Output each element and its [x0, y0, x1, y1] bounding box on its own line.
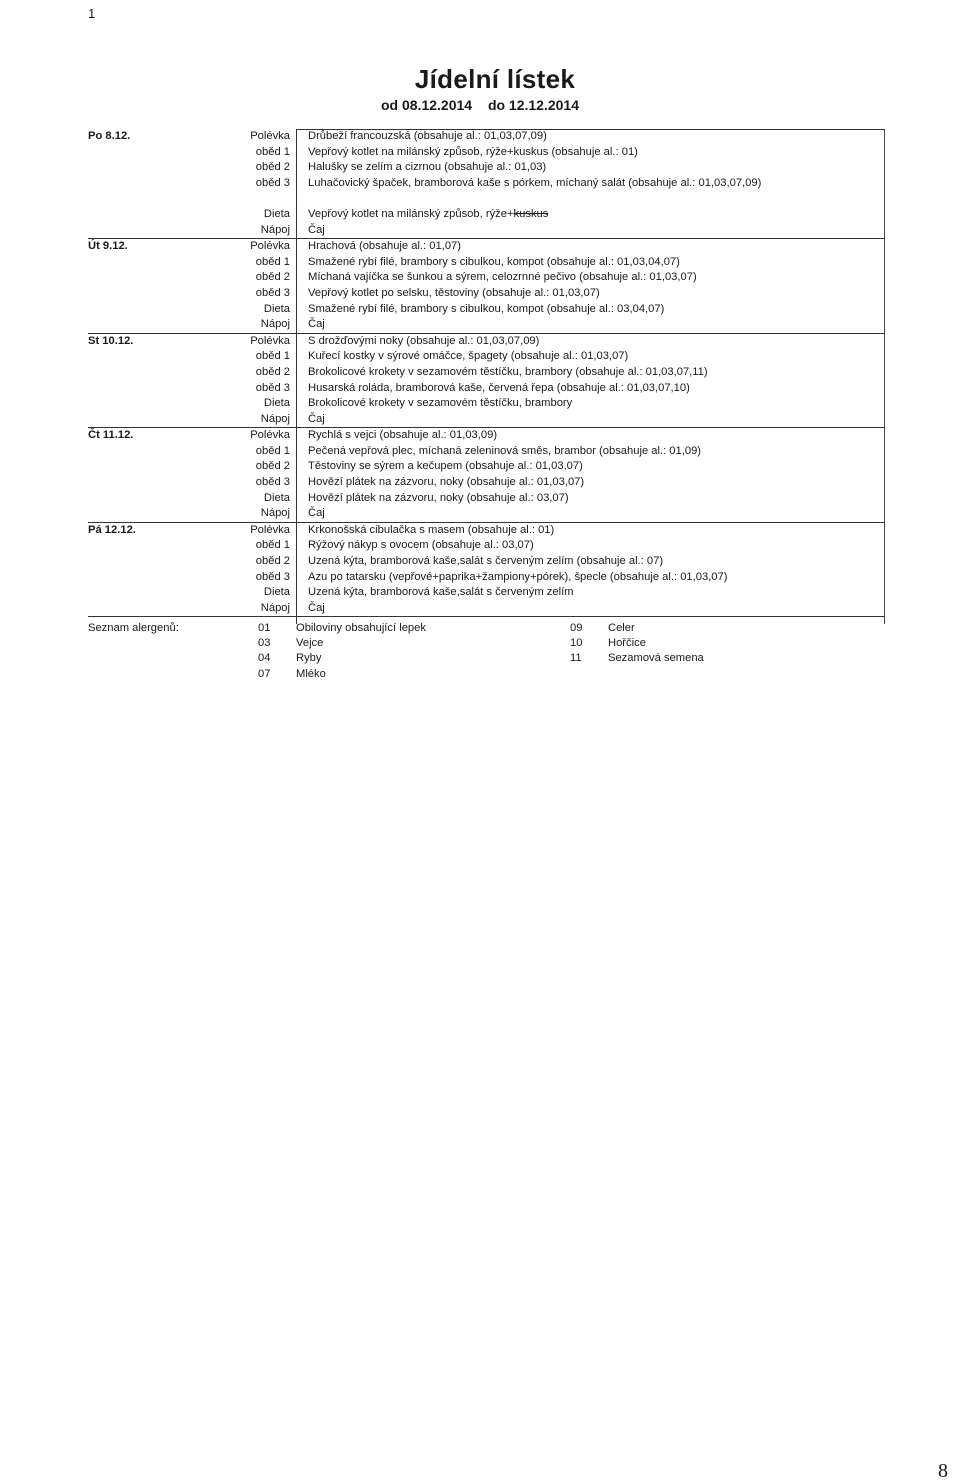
- page-number-bottom: 8: [938, 1460, 948, 1482]
- menu-period: [0, 97, 960, 113]
- menu-row: [88, 444, 885, 460]
- allergen-name: Ryby: [296, 652, 322, 665]
- dish-text: [308, 255, 883, 271]
- menu-row: [88, 317, 885, 333]
- dish-text: [308, 570, 883, 586]
- day-block: [88, 129, 885, 238]
- dish-name: Uzená kýta, bramborová kaše,salát s červeným zelím: [308, 586, 574, 599]
- allergen-code: 03: [258, 637, 271, 650]
- dish-name: Brokolicové krokety v sezamovém těstíčku, brambory: [308, 397, 573, 410]
- dish-name: Rýžový nákyp s ovocem (obsahuje al.: 03,07): [308, 539, 534, 552]
- course-label: Dieta: [263, 491, 290, 504]
- dish-name: Halušky se zelím a cizrnou (obsahuje al.: 01,03): [308, 161, 547, 174]
- course-label: oběd 1: [255, 539, 290, 552]
- dish-text: [308, 349, 883, 365]
- menu-row: [88, 286, 885, 302]
- allergen-name: Sezamová semena: [608, 652, 704, 665]
- menu-row: [88, 334, 885, 350]
- dish-name: Azu po tatarsku (vepřové+paprika+žampiony+pórek), špecle (obsahuje al.: 01,03,07): [308, 570, 728, 583]
- dish-name: Hrachová (obsahuje al.: 01,07): [308, 240, 461, 253]
- period-to: do 12.12.2014: [487, 97, 579, 113]
- course-label: oběd 2: [255, 271, 290, 284]
- dish-name: Čaj: [308, 318, 325, 331]
- menu-row: [88, 601, 885, 617]
- dish-name: Brokolicové krokety v sezamovém těstíčku, brambory (obsahuje al.: 01,03,07,11): [308, 365, 708, 378]
- allergen-name: Obiloviny obsahující lepek: [296, 622, 426, 634]
- menu-row: [88, 223, 885, 239]
- page-number-top: 1: [88, 6, 96, 21]
- allergen-item: [570, 651, 704, 666]
- course-label: oběd 2: [255, 161, 290, 174]
- dish-name: Čaj: [308, 601, 325, 614]
- allergen-code: 07: [258, 667, 271, 680]
- dish-text: [308, 286, 883, 302]
- course-label: oběd 3: [255, 176, 290, 189]
- menu-row: [88, 255, 885, 271]
- menu-row: [88, 207, 885, 223]
- dish-name: Drůbeží francouzská (obsahuje al.: 01,03,07,09): [308, 130, 547, 142]
- allergen-code: 01: [258, 622, 271, 634]
- menu-row: [88, 554, 885, 570]
- course-label: Dieta: [263, 302, 290, 315]
- dish-text: [308, 554, 883, 570]
- day-label: Čt 11.12.: [88, 429, 134, 442]
- menu-row: [88, 506, 885, 522]
- dish-text: [308, 160, 883, 176]
- menu-row: [88, 160, 885, 176]
- dish-name: Čaj: [308, 223, 325, 236]
- dish-name: Uzená kýta, bramborová kaše,salát s červeným zelím (obsahuje al.: 07): [308, 555, 664, 568]
- dish-name: Smažené rybí filé, brambory s cibulkou, kompot (obsahuje al.: 01,03,04,07): [308, 255, 680, 268]
- menu-row: [88, 396, 885, 412]
- course-label: oběd 1: [255, 444, 290, 457]
- course-label: oběd 2: [255, 365, 290, 378]
- course-label: oběd 3: [255, 381, 290, 394]
- menu-row: [88, 538, 885, 554]
- dish-text: [308, 145, 883, 161]
- dish-text: [308, 129, 883, 145]
- allergen-item: [570, 636, 704, 651]
- dish-text: [308, 270, 883, 286]
- dish-name: Hovězí plátek na zázvoru, noky (obsahuje al.: 03,07): [308, 491, 569, 504]
- dish-name: S drožďovými noky (obsahuje al.: 01,03,07,09): [308, 334, 540, 347]
- dish-name: Vepřový kotlet po selsku, těstoviny (obsahuje al.: 01,03,07): [308, 286, 600, 299]
- allergen-name: Mléko: [296, 667, 326, 680]
- course-label: Nápoj: [260, 412, 290, 425]
- course-label: Nápoj: [260, 223, 290, 236]
- dish-name: Vepřový kotlet na milánský způsob, rýže+: [308, 207, 514, 220]
- dish-text: [308, 381, 883, 397]
- course-label: Polévka: [250, 523, 290, 536]
- dish-text: [308, 506, 883, 522]
- dish-text: [308, 491, 883, 507]
- course-label: Polévka: [250, 429, 290, 442]
- page-title: Jídelní lístek: [414, 64, 576, 94]
- menu-row: [88, 302, 885, 318]
- allergen-item: [258, 651, 426, 666]
- table-top-border: [296, 129, 885, 130]
- course-label: Polévka: [250, 334, 290, 347]
- day-separator: [88, 616, 885, 617]
- course-label: Nápoj: [260, 318, 290, 331]
- day-block: [88, 428, 885, 522]
- dish-text: [308, 538, 883, 554]
- course-label: Dieta: [263, 397, 290, 410]
- dish-text: [308, 523, 883, 539]
- course-label: oběd 2: [255, 460, 290, 473]
- menu-row: [88, 239, 885, 255]
- menu-row: [88, 176, 885, 207]
- menu-row: [88, 428, 885, 444]
- dish-text: [308, 412, 883, 428]
- day-block: [88, 334, 885, 428]
- allergen-code: 11: [570, 652, 582, 665]
- dish-text: [308, 585, 883, 601]
- dish-text: [308, 302, 883, 318]
- menu-row: [88, 523, 885, 539]
- menu-row: [88, 145, 885, 161]
- menu-row: [88, 412, 885, 428]
- allergen-name: Celer: [608, 622, 635, 634]
- menu-row: [88, 585, 885, 601]
- dish-name: Čaj: [308, 507, 325, 520]
- dish-text: [308, 334, 883, 350]
- dish-text: [308, 396, 883, 412]
- menu-row: [88, 475, 885, 491]
- allergen-label: Seznam alergenů:: [88, 622, 179, 634]
- course-label: Nápoj: [260, 507, 290, 520]
- allergen-code: 04: [258, 652, 271, 665]
- day-block: [88, 239, 885, 333]
- course-label: Dieta: [263, 207, 290, 220]
- day-label: Po 8.12.: [88, 130, 131, 142]
- course-label: oběd 3: [255, 476, 290, 489]
- dish-name: Luhačovický špaček, bramborová kaše s pórkem, míchaný salát (obsahuje al.: 01,03,07,09): [308, 176, 762, 189]
- dish-text: [308, 239, 883, 255]
- menu-row: [88, 129, 885, 145]
- day-label: Pá 12.12.: [88, 523, 136, 536]
- dish-text: [308, 176, 883, 192]
- dish-text: [308, 475, 883, 491]
- dish-text: [308, 207, 883, 223]
- dish-text: [308, 317, 883, 333]
- dish-name: Krkonošská cibulačka s masem (obsahuje al.: 01): [308, 523, 555, 536]
- menu-row: [88, 459, 885, 475]
- dish-name: Smažené rybí filé, brambory s cibulkou, kompot (obsahuje al.: 03,04,07): [308, 302, 665, 315]
- course-label: Polévka: [250, 240, 290, 253]
- course-label: Polévka: [250, 130, 290, 142]
- course-label: oběd 3: [255, 286, 290, 299]
- course-label: oběd 3: [255, 570, 290, 583]
- menu-row: [88, 365, 885, 381]
- dish-name: Těstoviny se sýrem a kečupem (obsahuje al.: 01,03,07): [308, 460, 583, 473]
- allergen-item: [570, 621, 704, 636]
- dish-name: Čaj: [308, 412, 325, 425]
- menu-row: [88, 270, 885, 286]
- dish-name: Míchaná vajíčka se šunkou a sýrem, celozrnné pečivo (obsahuje al.: 01,03,07): [308, 271, 697, 284]
- dish-text: [308, 601, 883, 617]
- allergen-item: [258, 636, 426, 651]
- day-label: Út 9.12.: [88, 240, 128, 253]
- dish-name: Kuřecí kostky v sýrové omáčce, špagety (obsahuje al.: 01,03,07): [308, 350, 629, 363]
- menu-row: [88, 570, 885, 586]
- allergen-item: [258, 621, 426, 636]
- dish-name: Vepřový kotlet na milánský způsob, rýže+kuskus (obsahuje al.: 01): [308, 145, 638, 158]
- menu-row: [88, 381, 885, 397]
- dish-name: Husarská roláda, bramborová kaše, červená řepa (obsahuje al.: 01,03,07,10): [308, 381, 690, 394]
- dish-text: [308, 223, 883, 239]
- menu-row: [88, 349, 885, 365]
- day-label: St 10.12.: [88, 334, 134, 347]
- allergen-code: 09: [570, 622, 583, 634]
- course-label: Dieta: [263, 586, 290, 599]
- dish-text: [308, 444, 883, 460]
- dish-text: [308, 365, 883, 381]
- dish-struck-text: kuskus: [513, 207, 549, 220]
- allergen-code: 10: [570, 637, 583, 650]
- dish-name: Hovězí plátek na zázvoru, noky (obsahuje al.: 01,03,07): [308, 476, 585, 489]
- course-label: oběd 1: [255, 350, 290, 363]
- dish-name: Rychlá s vejci (obsahuje al.: 01,03,09): [308, 429, 498, 442]
- allergen-name: Vejce: [296, 637, 324, 650]
- course-label: oběd 1: [255, 145, 290, 158]
- course-label: oběd 2: [255, 555, 290, 568]
- allergen-name: Hořčice: [608, 637, 646, 650]
- dish-name: Pečená vepřová plec, míchaná zeleninová směs, brambor (obsahuje al.: 01,09): [308, 444, 702, 457]
- dish-text: [308, 459, 883, 475]
- menu-row: [88, 491, 885, 507]
- course-label: oběd 1: [255, 255, 290, 268]
- allergen-item: [258, 667, 426, 682]
- day-block: [88, 523, 885, 617]
- menu-table: [88, 129, 885, 617]
- period-from: od 08.12.2014: [380, 97, 473, 113]
- allergen-column-1: [258, 621, 426, 682]
- course-label: Nápoj: [260, 601, 290, 614]
- allergen-column-2: [570, 621, 704, 667]
- dish-text: [308, 428, 883, 444]
